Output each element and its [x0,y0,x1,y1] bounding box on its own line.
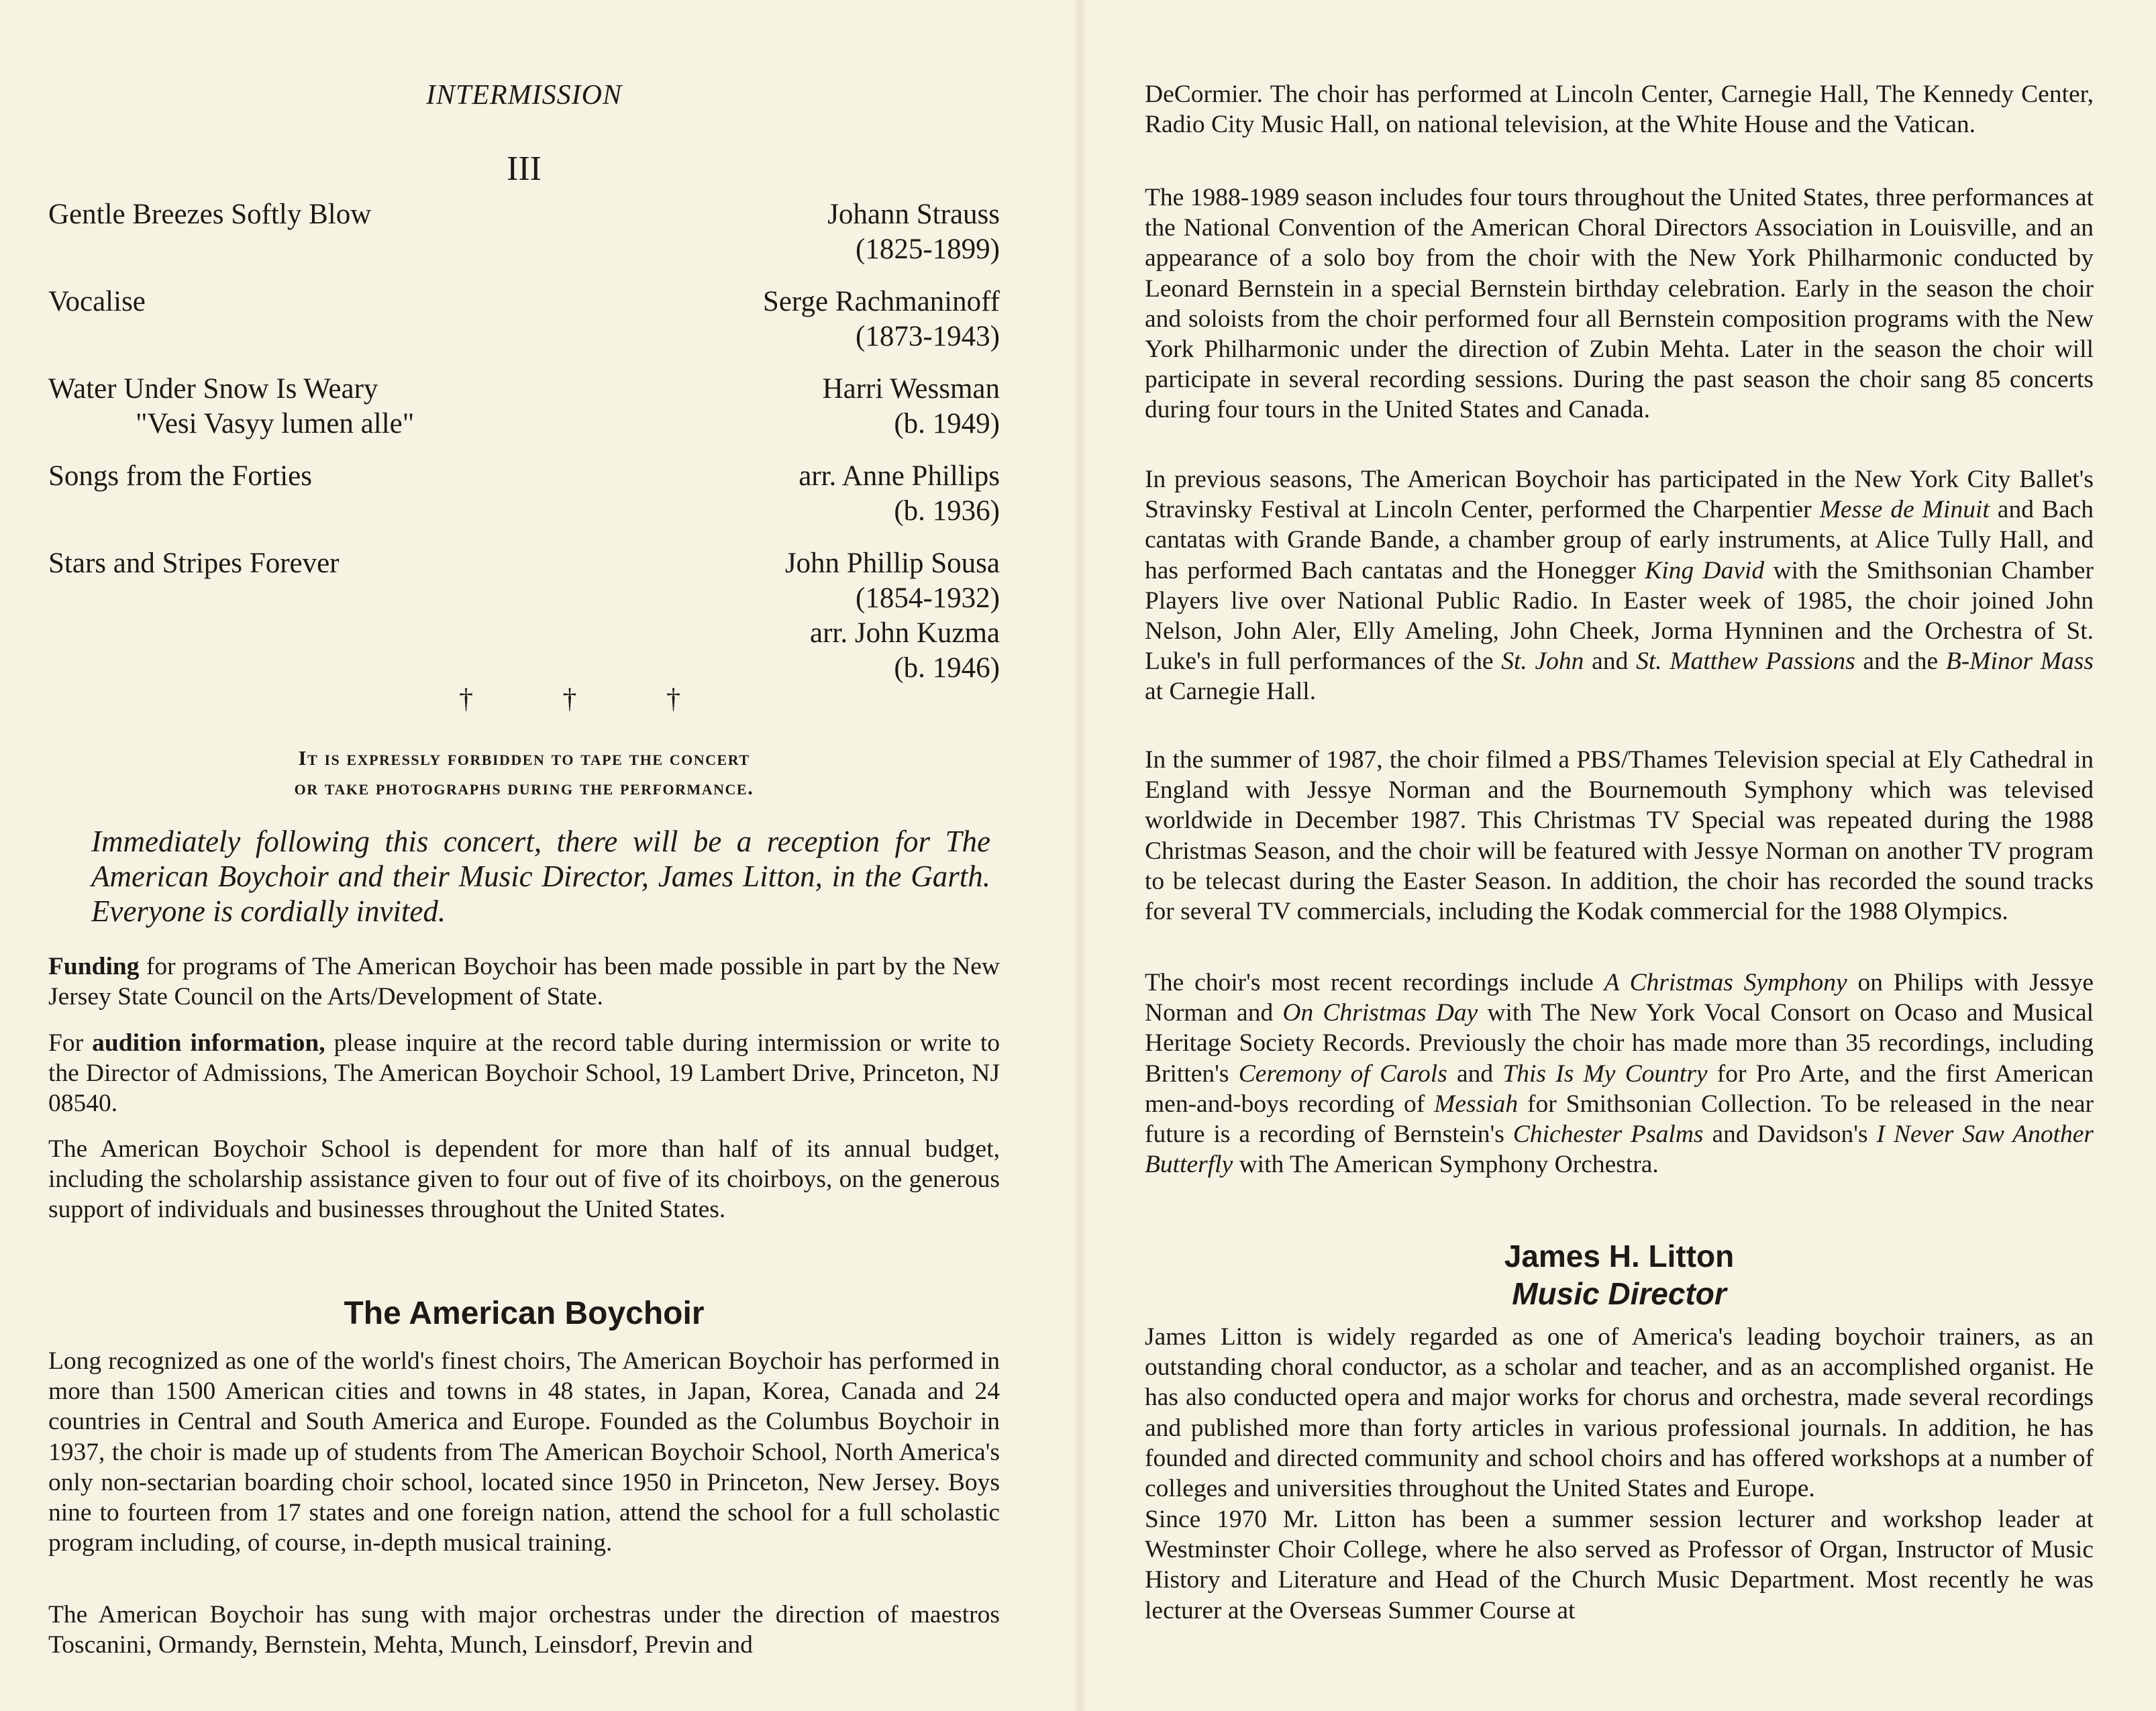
notice-line: or take photographs during the performance. [294,776,754,799]
program-title: Songs from the Forties [48,460,312,492]
venues-paragraph: DeCormier. The choir has performed at Lincoln Center, Carnegie Hall, The Kennedy Center, Radio City Music Hall, on national television, at the White House and the Vatican. [1145,81,2094,139]
program-item [48,284,1000,372]
arranger-dates: (b. 1946) [894,652,1000,684]
composer-name: John Phillip Sousa [784,548,1000,579]
television-paragraph: In the summer of 1987, the choir filmed a PBS/Thames Television special at Ely Cathedral in England with Jessye Norman and the Bournemouth Symphony which was televised worldwide in December 1987. This Christmas TV Special was repeated during the 1988 Christmas Season, and the choir will be featured with Jessye Norman on another TV program to be telecast during the Easter Season. In addition, the choir has recorded the sound tracks for several TV commercials, including the Kodak commercial for the 1988 Olympics. [1145,746,2094,926]
composer-name: Johann Strauss [827,199,1000,230]
director-role: Music Director [1512,1276,1727,1311]
program-composer [823,372,1000,442]
program-list [48,197,1000,687]
program-title: Stars and Stripes Forever [48,548,340,579]
program-item [48,372,1000,459]
composer-name: arr. Anne Phillips [799,460,1000,492]
cross-ornaments [459,683,680,715]
right-page [1145,0,2094,1711]
program-title: Water Under Snow Is Weary [48,373,378,405]
audition-text: please inquire at the record table during intermission or write to the Director of Admissions, The American Boychoir School, 19 Lambert Drive, Princeton, NJ 08540. [48,1029,1000,1118]
arranger-name: arr. John Kuzma [809,617,1000,649]
program-title: Gentle Breezes Softly Blow [48,199,372,230]
cross-icon: † [459,684,473,715]
support-paragraph: The American Boychoir School is dependent for more than half of its annual budget, including the scholarship assistance given to four out of five of its choirboys, on the generous support of individuals and businesses throughout the United States. [48,1135,1000,1224]
composer-dates: (1873-1943) [856,321,1000,352]
boychoir-paragraph: Long recognized as one of the world's finest choirs, The American Boychoir has performed in more than 1500 American cities and towns in 48 states, in Japan, Korea, Canada and 24 countries in Central and South America and Europe. Founded as the Columbus Boychoir in 1937, the choir is made up of students from The American Boychoir School, North America's only non-sectarian boarding choir school, located since 1950 in Princeton, New Jersey. Boys nine to fourteen from 17 states and one foreign nation, attend the school for a full scholastic program including, of course, in-depth musical training. [48,1347,1000,1557]
program-title: Vocalise [48,286,146,317]
cross-icon: † [562,684,577,715]
composer-dates: (b. 1949) [894,408,1000,439]
program-subtitle: "Vesi Vasyy lumen alle" [136,408,415,439]
program-item [48,197,1000,284]
boychoir-heading: The American Boychoir [344,1296,705,1331]
recording-notice [48,743,1000,802]
director-bio-paragraph: James Litton is widely regarded as one of America's leading boychoir trainers, as an outstanding choral conductor, as a scholar and teacher, and as an accomplished organist. He has also conducted opera and major works for chorus and orchestra, made several recordings and published more than forty articles in various professional journals. In addition, he has founded and directed community and school choirs and has offered workshops at a number of colleges and universities throughout the United States and Europe. [1145,1323,2094,1503]
audition-pre: For [48,1029,93,1057]
intermission-heading: INTERMISSION [426,80,622,111]
program-item [48,459,1000,546]
recordings-paragraph: The choir's most recent recordings include A Christmas Symphony on Philips with Jessye Norman and On Christmas Day with The New York Vocal Consort on Ocaso and Musical Heritage Society Records. Previously the choir has made more than 35 recordings, including Britten's Ceremony of Carols and This Is My Country for Pro Arte, and the first American men-and-boys recording of Messiah for Smithsonian Collection. To be released in the near future is a recording of Bernstein's Chichester Psalms and Davidson's I Never Saw Another Butterfly with The American Symphony Orchestra. [1145,969,2094,1179]
composer-name: Serge Rachmaninoff [762,286,1000,317]
funding-label: Funding [48,953,140,980]
audition-paragraph [48,1028,1000,1119]
season-paragraph: The 1988-1989 season includes four tours throughout the United States, three performances at the National Convention of the American Choral Directors Association in Louisville, and an appearance of a solo boy from the choir with the New York Philharmonic conducted by Leonard Bernstein in a special Bernstein birthday celebration. Early in the season the choir and soloists from the choir performed four all Bernstein composition programs with the New York Philharmonic under the direction of Zubin Mehta. Later in the season the choir will participate in several recording sessions. During the past season the choir sang 85 concerts during four tours in the United States and Canada. [1145,184,2094,424]
program-composer [799,459,1000,529]
reception-note: Immediately following this concert, there will be a reception for The American Boychoir and their Music Director, James Litton, in the Garth. Everyone is cordially invited. [91,825,990,928]
orchestras-paragraph: The American Boychoir has sung with major orchestras under the direction of maestros Toscanini, Ormandy, Bernstein, Mehta, Munch, Leinsdorf, Previn and [48,1601,1000,1659]
program-composer [785,546,1000,686]
audition-label: audition information, [92,1029,325,1057]
director-name: James H. Litton [1504,1239,1735,1274]
left-page [48,0,1000,1711]
composer-dates: (b. 1936) [894,495,1000,527]
program-composer [763,284,1000,354]
previous-seasons-paragraph: In previous seasons, The American Boychoir has participated in the New York City Ballet's Stravinsky Festival at Lincoln Center, performed the Charpentier Messe de Minuit and Bach cantatas with Grande Bande, a chamber group of early instruments, at Alice Tully Hall, and has performed Bach cantatas and the Honegger King David with the Smithsonian Chamber Players live over National Public Radio. In Easter week of 1985, the choir joined John Nelson, John Aler, Elly Ameling, John Cheek, Jorma Hynninen and the Orchestra of St. Luke's in full performances of the St. John and St. Matthew Passions and the B-Minor Mass at Carnegie Hall. [1145,466,2094,706]
cross-icon: † [666,684,680,715]
funding-text: for programs of The American Boychoir has been made possible in part by the New Jersey State Council on the Arts/Development of State. [48,953,1000,1011]
director-heading [1145,1237,2094,1312]
program-item [48,546,1000,687]
composer-name: Harri Wessman [822,373,1000,405]
program-composer [827,197,1000,267]
funding-paragraph [48,951,1000,1012]
composer-dates: (1854-1932) [856,582,1000,614]
part-number: III [507,150,542,188]
page-fold [1072,0,1087,1711]
director-career-paragraph: Since 1970 Mr. Litton has been a summer session lecturer and workshop leader at Westminster Choir College, where he also served as Professor of Organ, Instructor of Music History and Literature and Head of the Church Music Department. Most recently he was lecturer at the Overseas Summer Course at [1145,1506,2094,1624]
notice-line: It is expressly forbidden to tape the concert [298,746,750,770]
composer-dates: (1825-1899) [856,234,1000,265]
